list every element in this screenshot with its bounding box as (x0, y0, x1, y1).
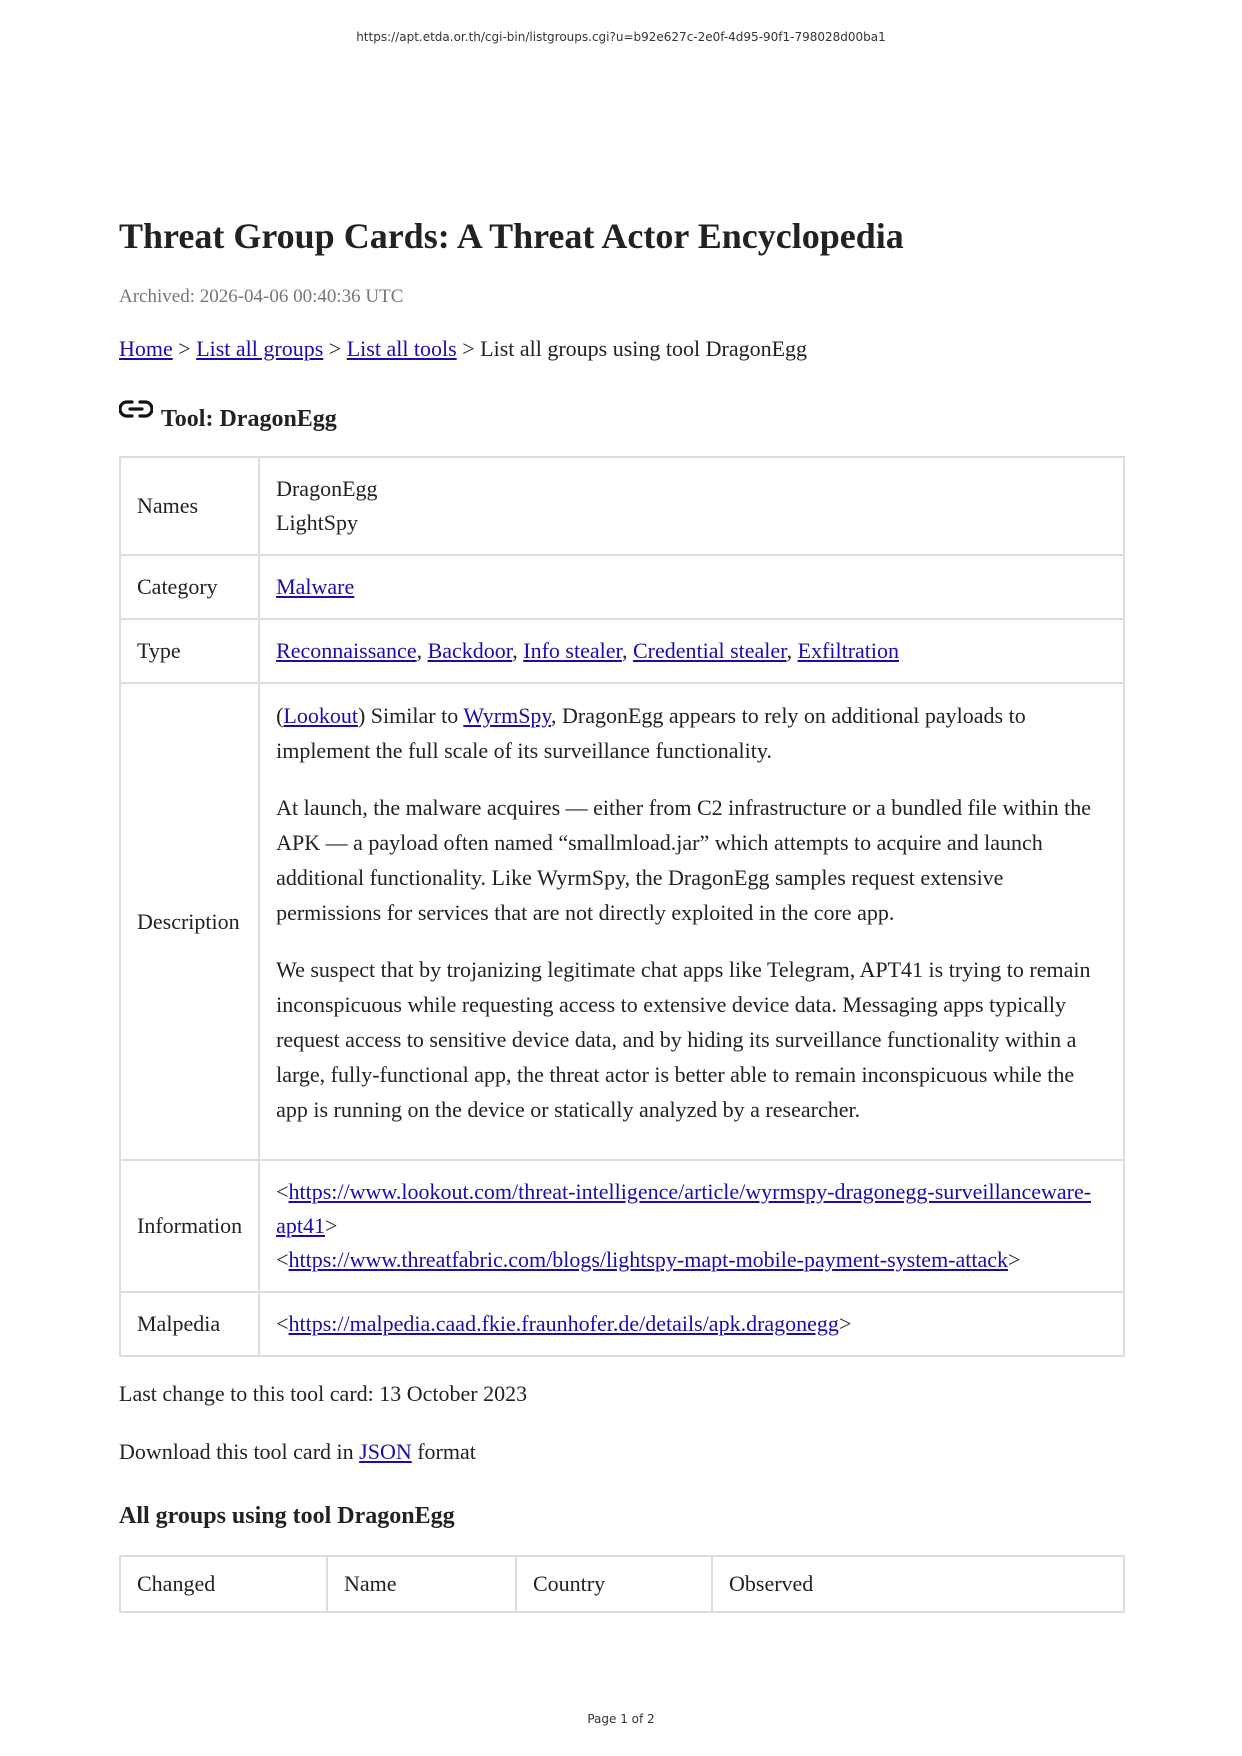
main-content (119, 210, 1124, 1613)
description-value (259, 683, 1124, 1160)
last-change-text: Last change to this tool card: 13 October 2023 (119, 1381, 528, 1406)
type-link-credential-stealer[interactable]: Credential stealer (632, 638, 787, 663)
download-suffix: format (411, 1439, 476, 1464)
table-row (120, 1160, 1124, 1292)
malpedia-link[interactable]: https://malpedia.caad.fkie.fraunhofer.de/details/apk.dragonegg (288, 1311, 839, 1336)
wyrmspy-link[interactable]: WyrmSpy (463, 703, 552, 728)
bracket: > (1008, 1247, 1021, 1272)
tool-heading-text: Tool: DragonEgg (161, 406, 337, 432)
type-value: Reconnaissance, Backdoor, Info stealer, Credential stealer, Exfiltration (259, 619, 1124, 683)
breadcrumb-separator: > (462, 336, 475, 361)
info-link-line (276, 1243, 1107, 1277)
description-paragraph (276, 698, 1107, 768)
breadcrumb-home-link[interactable]: Home (119, 336, 173, 361)
type-label: Type (120, 619, 259, 683)
name-item: LightSpy (276, 510, 358, 535)
names-label: Names (120, 457, 259, 555)
breadcrumb-tools-link[interactable]: List all tools (346, 336, 457, 361)
type-link-reconnaissance[interactable]: Reconnaissance (276, 638, 417, 663)
tool-card-table (119, 456, 1125, 1357)
type-link-info-stealer[interactable]: Info stealer (523, 638, 622, 663)
threatfabric-article-link[interactable]: https://www.threatfabric.com/blogs/lightspy-mapt-mobile-payment-system-attack (288, 1247, 1009, 1272)
text-fragment: ) Similar to (357, 703, 464, 728)
description-label: Description (120, 683, 259, 1160)
column-header-country: Country (516, 1556, 712, 1612)
table-row (120, 683, 1124, 1160)
page-number: Page 1 of 2 (587, 1712, 655, 1726)
info-link-line (276, 1175, 1107, 1243)
names-value (259, 457, 1124, 555)
breadcrumb-current: List all groups using tool DragonEgg (480, 336, 808, 361)
text-fragment: , DragonEgg appears to rely on additional payloads to implement the full scale of its surveillance functionality. (276, 703, 1026, 763)
bracket: < (276, 1247, 289, 1272)
table-row (120, 1292, 1124, 1356)
groups-table (119, 1555, 1125, 1613)
table-row (120, 457, 1124, 555)
category-value (259, 555, 1124, 619)
information-value (259, 1160, 1124, 1292)
table-row (120, 619, 1124, 683)
type-link-exfiltration[interactable]: Exfiltration (797, 638, 900, 663)
category-link[interactable]: Malware (276, 574, 355, 599)
json-download-link[interactable]: JSON (359, 1439, 412, 1464)
bracket: < (276, 1311, 289, 1336)
breadcrumb-groups-link[interactable]: List all groups (196, 336, 324, 361)
name-item: DragonEgg (276, 476, 378, 501)
breadcrumb (119, 334, 1124, 364)
link-icon (119, 398, 153, 420)
text-fragment: ( (276, 703, 284, 728)
breadcrumb-separator: > (328, 336, 342, 361)
bracket: > (838, 1311, 852, 1336)
groups-heading: All groups using tool DragonEgg (119, 1503, 455, 1529)
column-header-observed: Observed (712, 1556, 1124, 1612)
table-header-row (120, 1556, 1124, 1612)
type-link-backdoor[interactable]: Backdoor (427, 638, 513, 663)
column-header-changed: Changed (120, 1556, 327, 1612)
table-row (120, 555, 1124, 619)
description-paragraph: We suspect that by trojanizing legitimate chat apps like Telegram, APT41 is trying to remain inconspicuous while requesting access to extensive device data. Messaging apps typically request access to sensitive device data, and by hiding its surveillance functionality within a large, fully-functional app, the threat actor is better able to remain inconspicuous while the app is running on the device or statically analyzed by a researcher. (276, 957, 1091, 1122)
download-line (119, 1437, 1124, 1467)
breadcrumb-separator: > (178, 336, 191, 361)
category-label: Category (120, 555, 259, 619)
bracket: > (324, 1213, 338, 1238)
malpedia-value (259, 1292, 1124, 1356)
description-paragraph: At launch, the malware acquires — either from C2 infrastructure or a bundled file within the APK — a payload often named “smallmload.jar” which attempts to acquire and launch additional functionality. Like WyrmSpy, the DragonEgg samples request extensive permissions for services that are not directly exploited in the core app. (276, 795, 1092, 925)
download-prefix: Download this tool card in (119, 1439, 360, 1464)
lookout-article-link[interactable]: https://www.lookout.com/threat-intelligence/article/wyrmspy-dragonegg-surveillanceware-apt41 (276, 1179, 1092, 1238)
information-label: Information (120, 1160, 259, 1292)
page-title: Threat Group Cards: A Threat Actor Encyclopedia (119, 216, 904, 256)
malpedia-label: Malpedia (120, 1292, 259, 1356)
bracket: < (276, 1179, 289, 1204)
column-header-name: Name (327, 1556, 516, 1612)
lookout-link[interactable]: Lookout (283, 703, 358, 728)
print-url-header: https://apt.etda.or.th/cgi-bin/listgroups.cgi?u=b92e627c-2e0f-4d95-90f1-798028d00ba1 (356, 30, 886, 44)
tool-heading (119, 402, 1124, 436)
archived-timestamp: Archived: 2026-04-06 00:40:36 UTC (119, 286, 404, 307)
